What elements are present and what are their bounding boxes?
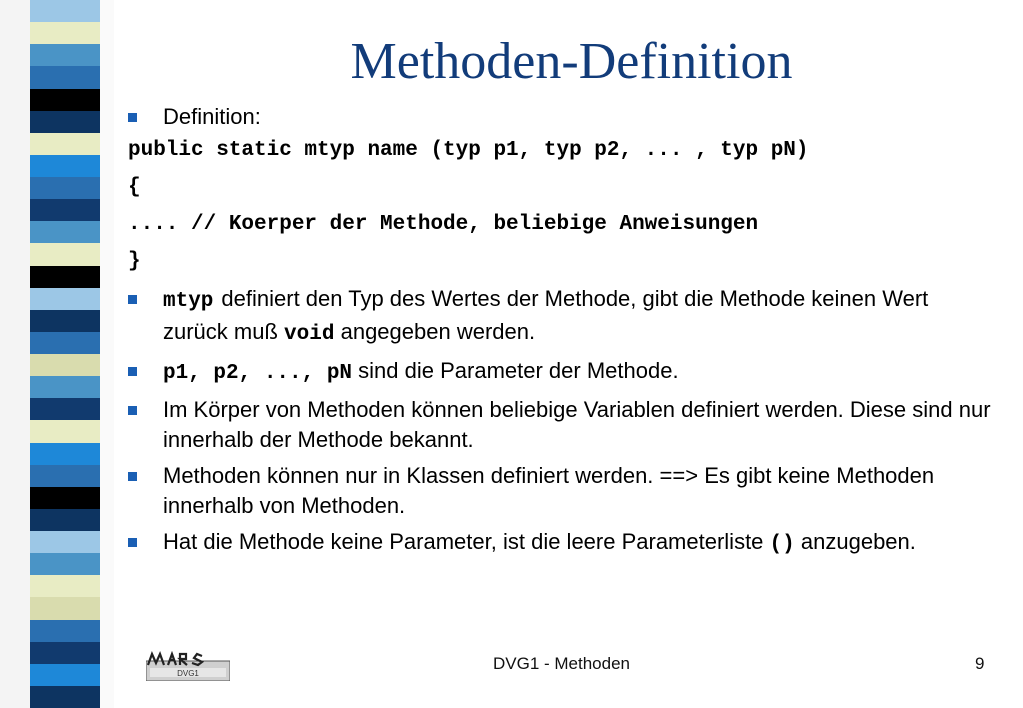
stripe-band [30, 221, 100, 243]
svg-text:DVG1: DVG1 [177, 669, 199, 678]
left-edge [0, 0, 30, 708]
stripe-band [30, 575, 100, 597]
slide-content [128, 102, 998, 566]
stripe-band [30, 354, 100, 376]
bullet-mtyp [128, 284, 998, 350]
stripe-band [30, 465, 100, 487]
footer-title: DVG1 - Methoden [492, 654, 630, 673]
bullet-icon [128, 367, 137, 376]
stripe-shadow [100, 0, 114, 708]
stripe-band [30, 44, 100, 66]
stripe-band [30, 420, 100, 442]
bullet-icon [128, 538, 137, 547]
empty-text: Hat die Methode keine Parameter, ist die leere Parameterliste [163, 529, 764, 554]
params-text: sind die Parameter der Methode. [358, 358, 679, 383]
stripe-band [30, 133, 100, 155]
stripe-band [30, 199, 100, 221]
stripe-band [30, 332, 100, 354]
bullet-body [128, 395, 998, 455]
stripe-band [30, 66, 100, 88]
stripe-band [30, 288, 100, 310]
definition-label: Definition: [163, 104, 261, 129]
bullet-icon [128, 406, 137, 415]
code-empty-parens: () [769, 533, 795, 556]
body-text: Im Körper von Methoden können beliebige Variablen definiert werden. Diese sind nur innerhalb der Methode bekannt. [163, 397, 991, 452]
stripe-band [30, 398, 100, 420]
bullet-params [128, 356, 998, 389]
code-line-open-brace: { [128, 176, 141, 199]
stripe-band [30, 22, 100, 44]
slide-title: Methoden-Definition [350, 33, 793, 90]
stripe-band [30, 686, 100, 708]
code-line-body: .... // Koerper der Methode, beliebige Anweisungen [128, 213, 759, 236]
mtyp-text: definiert den Typ des Wertes der Methode, gibt die Methode keinen Wert zurück muß [163, 286, 929, 344]
stripe-band [30, 266, 100, 288]
decorative-stripe [30, 0, 100, 708]
code-void: void [284, 323, 335, 346]
bullet-icon [128, 295, 137, 304]
stripe-band [30, 376, 100, 398]
stripe-band [30, 487, 100, 509]
stripe-band [30, 177, 100, 199]
stripe-band [30, 509, 100, 531]
stripe-band [30, 531, 100, 553]
stripe-band [30, 597, 100, 619]
classes-text: Methoden können nur in Klassen definiert werden. ==> Es gibt keine Methoden innerhalb von Methoden. [163, 463, 935, 518]
code-params: p1, p2, ..., pN [163, 362, 353, 385]
stripe-band [30, 443, 100, 465]
bullet-empty-params [128, 527, 998, 560]
stripe-band [30, 155, 100, 177]
mtyp-text-end: angegeben werden. [340, 319, 536, 344]
stripe-band [30, 620, 100, 642]
stripe-band [30, 243, 100, 265]
empty-text-end: anzugeben. [800, 529, 916, 554]
stripe-band [30, 310, 100, 332]
stripe-band [30, 553, 100, 575]
stripe-band [30, 0, 100, 22]
definition-item [128, 102, 998, 132]
code-mtyp: mtyp [163, 290, 214, 313]
code-line-signature: public static mtyp name (typ p1, typ p2, ... , typ pN) [128, 139, 809, 162]
page-number: 9 [975, 654, 985, 673]
bullet-icon [128, 472, 137, 481]
stripe-band [30, 111, 100, 133]
stripe-band [30, 89, 100, 111]
code-line-close-brace: } [128, 250, 141, 273]
bullet-classes [128, 461, 998, 521]
bullet-icon [128, 113, 137, 122]
